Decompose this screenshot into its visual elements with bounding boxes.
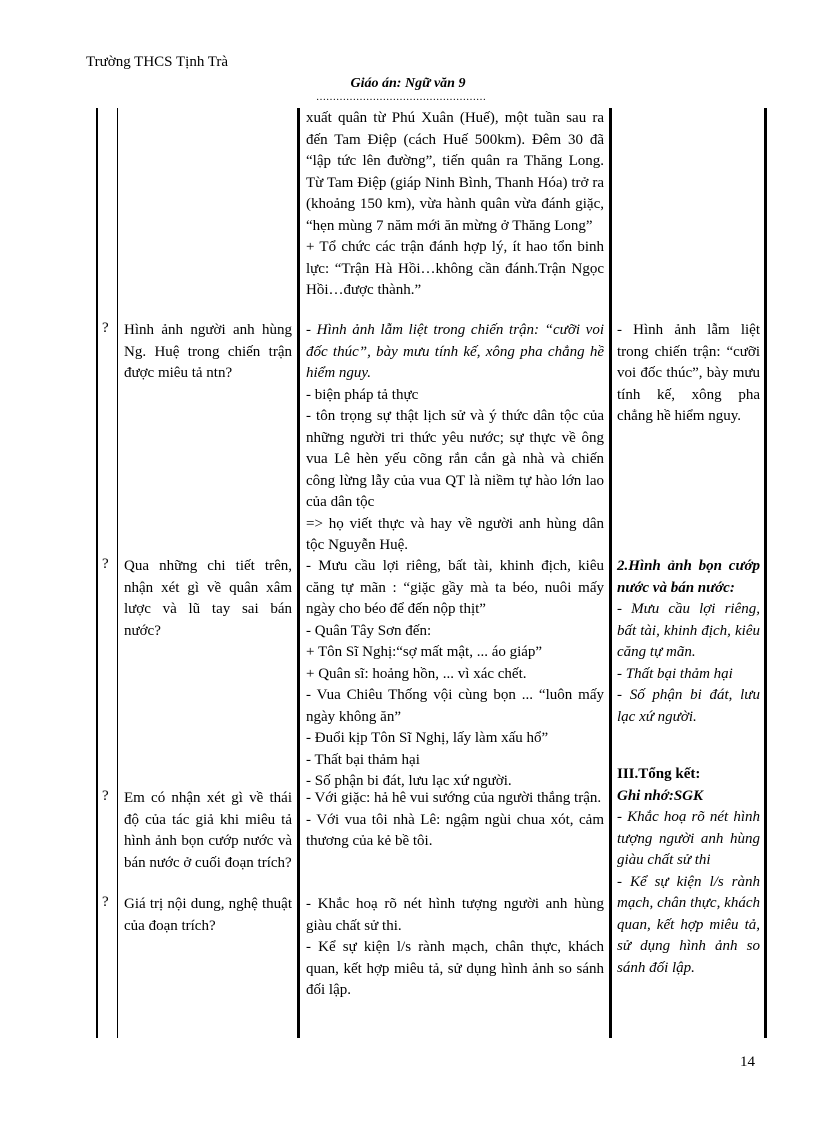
content-text: - Số phận bi đát, lưu lạc xứ người.	[306, 773, 512, 789]
content-text: - Với vua tôi nhà Lê: ngậm ngùi chua xót, cảm thương của kẻ bề tôi.	[306, 811, 604, 849]
school-name: Trường THCS Tịnh Trà	[86, 54, 229, 70]
notes-text: - Mưu cầu lợi riêng, bất tài, khinh địch, kiêu căng tự mãn.	[617, 601, 760, 660]
question-cell-row3	[124, 788, 292, 874]
header-dots: ……………………………………………	[316, 92, 486, 103]
content-text: - Quân Tây Sơn đến:	[306, 622, 432, 639]
question-mark: ?	[102, 894, 109, 910]
notes-text: - Số phận bi đát, lưu lạc xứ người.	[617, 687, 760, 725]
question-mark: ?	[102, 788, 109, 804]
table-border-right	[764, 108, 767, 1038]
content-text: - tôn trọng sự thật lịch sử và ý thức dân tộc của những người tri thức yêu nước; sự thực về ông vua Lê hèn yếu cõng rắn cắn gà nhà và chiến công lừng lẫy của vua QT là niềm tự hào lớn lao của dân tộc	[306, 408, 604, 510]
content-text: - Hình ảnh lẫm liệt trong chiến trận: “cưỡi voi đốc thúc”, bày mưu tính kế, xông pha chẳng hề hiểm nguy.	[306, 322, 604, 381]
question-mark: ?	[102, 556, 109, 572]
notes-cell-row3	[617, 764, 760, 979]
question-cell-row4	[124, 894, 292, 937]
notes-text: - Khắc hoạ rõ nét hình tượng người anh hùng giàu chất sử thi	[617, 809, 760, 868]
content-text: xuất quân từ Phú Xuân (Huế), một tuần sau ra đến Tam Điệp (cách Huế 500km). Đêm 30 đã “lập tức lên đường”, tiến quân ra Thăng Long. Từ Tam Điệp (giáp Ninh Bình, Thanh Hóa) trở ra (khoảng 150 km), vừa hành quân vừa đánh giặc, “hẹn mùng 7 năm mới ăn mừng ở Thăng Long”	[306, 110, 604, 234]
content-cell-row1	[306, 320, 604, 557]
question-text: Qua những chi tiết trên, nhận xét gì về quân xâm lược và lũ tay sai bán nước?	[124, 558, 292, 639]
content-text: => họ viết thực và hay về người anh hùng dân tộc Nguyễn Huệ.	[306, 515, 604, 553]
content-text: - Thất bại thảm hại	[306, 751, 420, 768]
table-border-col1	[117, 108, 118, 1038]
table-border-col2	[297, 108, 300, 1038]
question-text: Em có nhận xét gì về thái độ của tác giả khi miêu tả hình ảnh bọn cướp nước và bán nước ở cuối đoạn trích?	[124, 790, 292, 871]
content-text: - Vua Chiêu Thống vội cùng bọn ... “luôn mấy ngày không ăn”	[306, 687, 604, 725]
question-cell-row1	[124, 320, 292, 385]
content-text: + Quân sĩ: hoảng hồn, ... vì xác chết.	[306, 665, 527, 682]
notes-cell-row2	[617, 556, 760, 728]
content-text: + Tôn Sĩ Nghị:“sợ mất mật, ... áo giáp”	[306, 644, 543, 660]
table-border-left	[96, 108, 98, 1038]
summary-heading: III.Tổng kết:	[617, 766, 701, 782]
content-text: - biện pháp tả thực	[306, 386, 419, 403]
content-text: - Với giặc: hả hê vui sướng của người thắng trận.	[306, 790, 602, 806]
content-text: + Tổ chức các trận đánh hợp lý, ít hao tổn binh lực: “Trận Hà Hồi…không cần đánh.Trận Ngọc Hồi…được thành.”	[306, 239, 604, 298]
content-cell-row3	[306, 788, 604, 853]
page-number: 14	[740, 1054, 755, 1070]
lesson-subject: Giáo án: Ngữ văn 9	[350, 76, 466, 91]
content-text: - Đuổi kịp Tôn Sĩ Nghị, lấy làm xấu hổ”	[306, 730, 549, 746]
content-cell-row0	[306, 108, 604, 302]
question-text: Hình ảnh người anh hùng Ng. Huệ trong chiến trận được miêu tả ntn?	[124, 322, 292, 381]
notes-text: - Kể sự kiện l/s rành mạch, chân thực, khách quan, kết hợp miêu tả, sử dụng hình ảnh so sánh đối lập.	[617, 873, 760, 976]
content-text: - Mưu cầu lợi riêng, bất tài, khinh địch, kiêu căng tự mãn : “giặc gầy mà ta béo, nuôi mấy ngày cho béo để đến nộp thịt”	[306, 558, 604, 617]
content-cell-row4	[306, 894, 604, 1002]
content-text: - Khắc hoạ rõ nét hình tượng người anh hùng giàu chất sử thi.	[306, 896, 604, 934]
question-cell-row2	[124, 556, 292, 642]
notes-cell-row1	[617, 320, 760, 428]
content-text: - Kể sự kiện l/s rành mạch, chân thực, khách quan, kết hợp miêu tả, sử dụng hình ảnh so sánh đối lập.	[306, 939, 604, 998]
notes-heading: 2.Hình ảnh bọn cướp nước và bán nước:	[617, 558, 760, 596]
question-text: Giá trị nội dung, nghệ thuật của đoạn trích?	[124, 896, 292, 934]
notes-text: - Thất bại thảm hại	[617, 665, 733, 682]
content-cell-row2	[306, 556, 604, 793]
notes-text: - Hình ảnh lẫm liệt trong chiến trận: “cưỡi voi đốc thúc”, bày mưu tính kế, xông pha chẳng hề hiểm nguy.	[617, 322, 760, 424]
question-mark: ?	[102, 320, 109, 336]
table-border-col3	[609, 108, 612, 1038]
summary-subheading: Ghi nhớ:SGK	[617, 787, 704, 804]
